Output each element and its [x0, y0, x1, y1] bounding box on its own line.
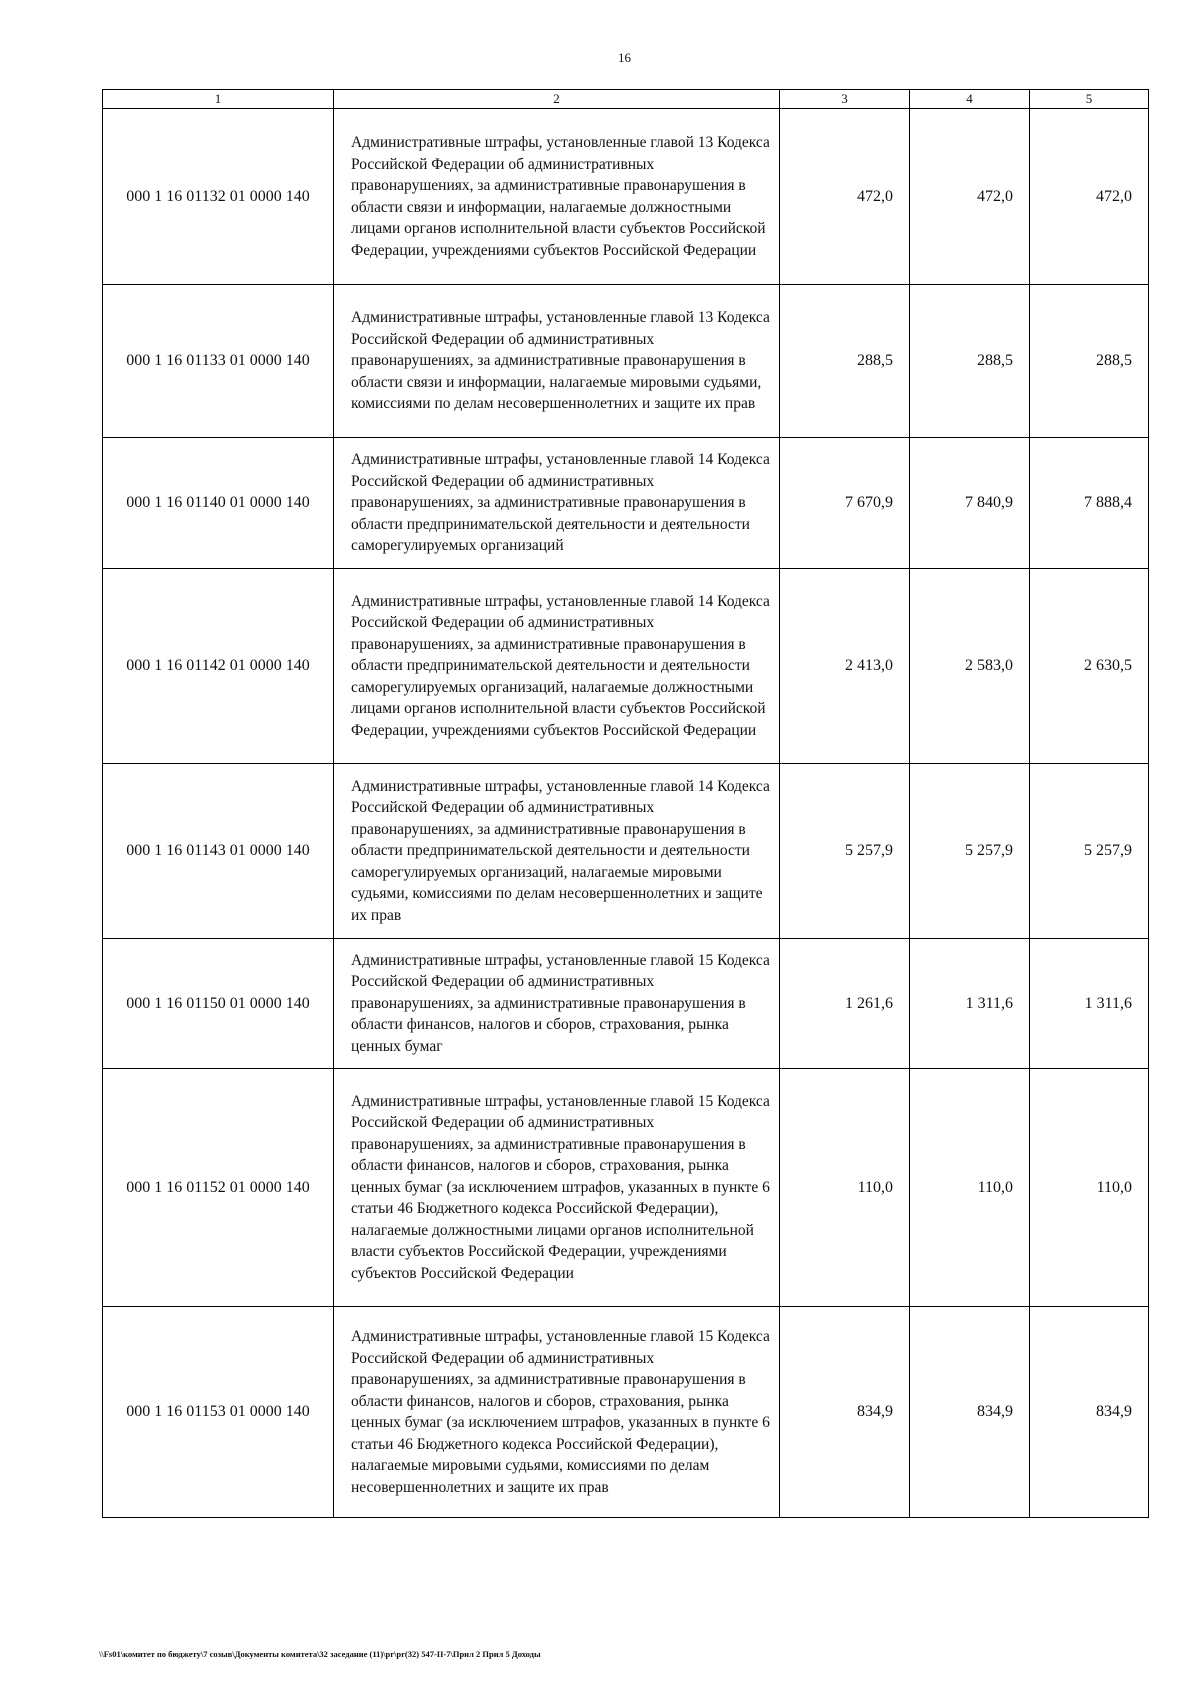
amount-col5: 7 888,4 [1030, 438, 1149, 569]
table-row [103, 569, 1149, 764]
table-row [103, 438, 1149, 569]
amount-col5: 110,0 [1030, 1069, 1149, 1307]
amount-col5: 2 630,5 [1030, 569, 1149, 764]
amount-col4: 110,0 [910, 1069, 1030, 1307]
revenue-description: Административные штрафы, установленные главой 13 Кодекса Российской Федерации об административных правонарушениях, за административные правонарушения в области связи и информации, налагаемые должностными лицами органов исполнительной власти субъектов Российской Федерации, учреждениями субъектов Российской Федерации [334, 109, 780, 285]
amount-col3: 2 413,0 [780, 569, 910, 764]
revenue-description: Административные штрафы, установленные главой 14 Кодекса Российской Федерации об административных правонарушениях, за административные правонарушения в области предпринимательской деятельности и деятельности саморегулируемых организаций [334, 438, 780, 569]
revenue-description: Административные штрафы, установленные главой 14 Кодекса Российской Федерации об административных правонарушениях, за административные правонарушения в области предпринимательской деятельности и деятельности саморегулируемых организаций, налагаемые должностными лицами органов исполнительной власти субъектов Российской Федерации, учреждениями субъектов Российской Федерации [334, 569, 780, 764]
column-header: 2 [334, 90, 780, 109]
table-row [103, 939, 1149, 1069]
amount-col4: 1 311,6 [910, 939, 1030, 1069]
amount-col3: 5 257,9 [780, 764, 910, 939]
amount-col3: 110,0 [780, 1069, 910, 1307]
column-header: 1 [103, 90, 334, 109]
amount-col5: 288,5 [1030, 285, 1149, 438]
table-row [103, 1307, 1149, 1518]
revenue-description: Административные штрафы, установленные главой 15 Кодекса Российской Федерации об административных правонарушениях, за административные правонарушения в области финансов, налогов и сборов, страхования, рынка ценных бумаг (за исключением штрафов, указанных в пункте 6 статьи 46 Бюджетного кодекса Российской Федерации), налагаемые должностными лицами органов исполнительной власти субъектов Российской Федерации, учреждениями субъектов Российской Федерации [334, 1069, 780, 1307]
amount-col3: 834,9 [780, 1307, 910, 1518]
budget-code: 000 1 16 01132 01 0000 140 [103, 109, 334, 285]
budget-code: 000 1 16 01140 01 0000 140 [103, 438, 334, 569]
amount-col4: 5 257,9 [910, 764, 1030, 939]
budget-code: 000 1 16 01150 01 0000 140 [103, 939, 334, 1069]
revenue-description: Административные штрафы, установленные главой 13 Кодекса Российской Федерации об административных правонарушениях, за административные правонарушения в области связи и информации, налагаемые мировыми судьями, комиссиями по делам несовершеннолетних и защите их прав [334, 285, 780, 438]
budget-code: 000 1 16 01142 01 0000 140 [103, 569, 334, 764]
file-path-footer: \\Fs01\комитет по бюджету\7 созыв\Документы комитета\32 заседание (11)\pr\pr(32) 547-II-7\Прил 2 Прил 5 Доходы [99, 1649, 541, 1659]
amount-col4: 834,9 [910, 1307, 1030, 1518]
table-header-row [103, 90, 1149, 109]
amount-col4: 7 840,9 [910, 438, 1030, 569]
amount-col5: 472,0 [1030, 109, 1149, 285]
column-header: 4 [910, 90, 1030, 109]
amount-col4: 2 583,0 [910, 569, 1030, 764]
budget-code: 000 1 16 01143 01 0000 140 [103, 764, 334, 939]
revenue-description: Административные штрафы, установленные главой 15 Кодекса Российской Федерации об административных правонарушениях, за административные правонарушения в области финансов, налогов и сборов, страхования, рынка ценных бумаг [334, 939, 780, 1069]
table-row [103, 109, 1149, 285]
budget-code: 000 1 16 01153 01 0000 140 [103, 1307, 334, 1518]
table-row [103, 764, 1149, 939]
budget-code: 000 1 16 01152 01 0000 140 [103, 1069, 334, 1307]
amount-col3: 1 261,6 [780, 939, 910, 1069]
column-header: 3 [780, 90, 910, 109]
column-header: 5 [1030, 90, 1149, 109]
amount-col4: 472,0 [910, 109, 1030, 285]
amount-col5: 5 257,9 [1030, 764, 1149, 939]
budget-code: 000 1 16 01133 01 0000 140 [103, 285, 334, 438]
revenue-description: Административные штрафы, установленные главой 15 Кодекса Российской Федерации об административных правонарушениях, за административные правонарушения в области финансов, налогов и сборов, страхования, рынка ценных бумаг (за исключением штрафов, указанных в пункте 6 статьи 46 Бюджетного кодекса Российской Федерации), налагаемые мировыми судьями, комиссиями по делам несовершеннолетних и защите их прав [334, 1307, 780, 1518]
revenue-description: Административные штрафы, установленные главой 14 Кодекса Российской Федерации об административных правонарушениях, за административные правонарушения в области предпринимательской деятельности и деятельности саморегулируемых организаций, налагаемые мировыми судьями, комиссиями по делам несовершеннолетних и защите их прав [334, 764, 780, 939]
revenue-table [102, 89, 1149, 1518]
amount-col4: 288,5 [910, 285, 1030, 438]
amount-col5: 1 311,6 [1030, 939, 1149, 1069]
amount-col5: 834,9 [1030, 1307, 1149, 1518]
table-row [103, 1069, 1149, 1307]
table-row [103, 285, 1149, 438]
amount-col3: 288,5 [780, 285, 910, 438]
amount-col3: 472,0 [780, 109, 910, 285]
amount-col3: 7 670,9 [780, 438, 910, 569]
page-number: 16 [618, 50, 631, 65]
